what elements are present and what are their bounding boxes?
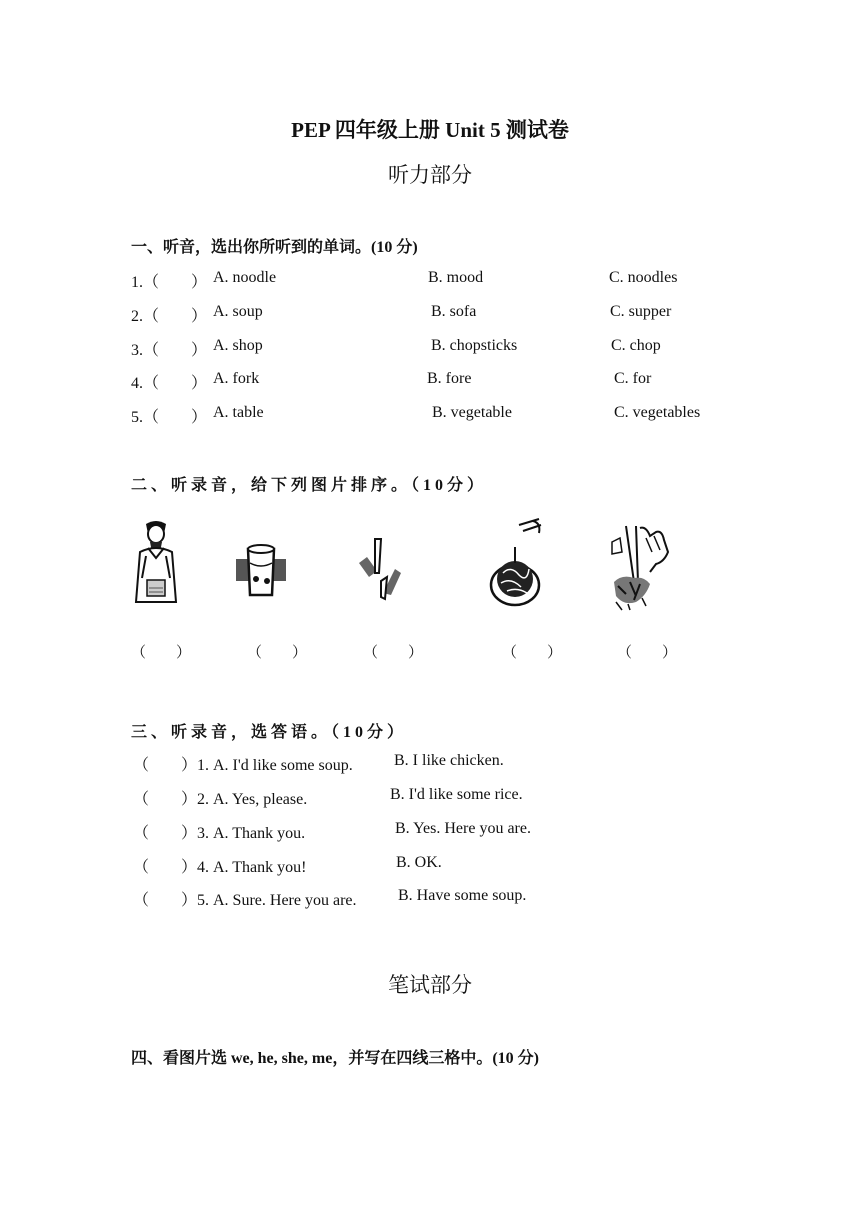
s1-item-5-option-a: A. table [213, 404, 264, 421]
s1-item-4-option-a: A. fork [213, 370, 260, 387]
s3-item-3-question: （ ）3. A. Thank you. [133, 825, 306, 842]
s1-item-3-number: 3.（ ） [131, 342, 208, 359]
listening-part-title: 听力部分 [388, 163, 472, 187]
s1-item-5-number: 5.（ ） [131, 409, 208, 426]
s1-item-3-option-b: B. chopsticks [431, 337, 518, 354]
s1-item-3-option-c: C. chop [611, 337, 661, 354]
s1-item-2-option-b: B. sofa [431, 303, 477, 320]
s1-item-5-option-b: B. vegetable [432, 404, 512, 421]
s1-item-2-option-c: C. supper [610, 303, 672, 320]
picture-4-blank[interactable]: （ ） [502, 645, 563, 661]
s3-item-2-question: （ ）2. A. Yes, please. [133, 791, 308, 808]
s1-item-5-option-c: C. vegetables [614, 404, 701, 421]
s3-item-1-question: （ ）1. A. I'd like some soup. [133, 757, 353, 774]
s1-item-1-option-b: B. mood [428, 269, 484, 286]
s3-item-4-option-b: B. OK. [396, 854, 442, 871]
s3-item-2-option-b: B. I'd like some rice. [390, 786, 523, 803]
picture-1-blank[interactable]: （ ） [131, 645, 192, 661]
cup-with-hands-icon [234, 543, 288, 601]
s3-item-4-question: （ ）4. A. Thank you! [133, 859, 307, 876]
s1-item-1-number: 1.（ ） [131, 274, 208, 291]
chopsticks-in-hand-icon [606, 522, 670, 612]
s1-item-1-option-a: A. noodle [213, 269, 277, 286]
section1-heading: 一、听音，选出你所听到的单词。(10 分) [131, 239, 418, 256]
s3-item-5-question: （ ）5. A. Sure. Here you are. [133, 892, 357, 909]
section4-heading: 四、看图片选 we, he, she, me，并写在四线三格中。(10 分) [131, 1050, 539, 1067]
girl-with-bib-icon [132, 518, 180, 606]
s1-item-3-option-a: A. shop [213, 337, 263, 354]
picture-5-blank[interactable]: （ ） [617, 645, 678, 661]
picture-2-blank[interactable]: （ ） [247, 645, 308, 661]
s1-item-2-number: 2.（ ） [131, 308, 208, 325]
page-title: PEP 四年级上册 Unit 5 测试卷 [291, 118, 569, 142]
s1-item-1-option-c: C. noodles [609, 269, 678, 286]
s1-item-4-option-c: C. for [614, 370, 652, 387]
picture-3-blank[interactable]: （ ） [363, 645, 424, 661]
s3-item-3-option-b: B. Yes. Here you are. [395, 820, 531, 837]
section2-heading: 二、听录音，给下列图片排序。（10分） [131, 477, 488, 494]
writing-part-title: 笔试部分 [388, 973, 472, 997]
knife-and-fork-icon [355, 537, 407, 601]
noodles-plate-icon [489, 517, 547, 609]
s1-item-4-number: 4.（ ） [131, 375, 208, 392]
s3-item-5-option-b: B. Have some soup. [398, 887, 527, 904]
section3-heading: 三、听录音，选答语。（10分） [131, 724, 408, 741]
s1-item-4-option-b: B. fore [427, 370, 472, 387]
s1-item-2-option-a: A. soup [213, 303, 263, 320]
s3-item-1-option-b: B. I like chicken. [394, 752, 504, 769]
